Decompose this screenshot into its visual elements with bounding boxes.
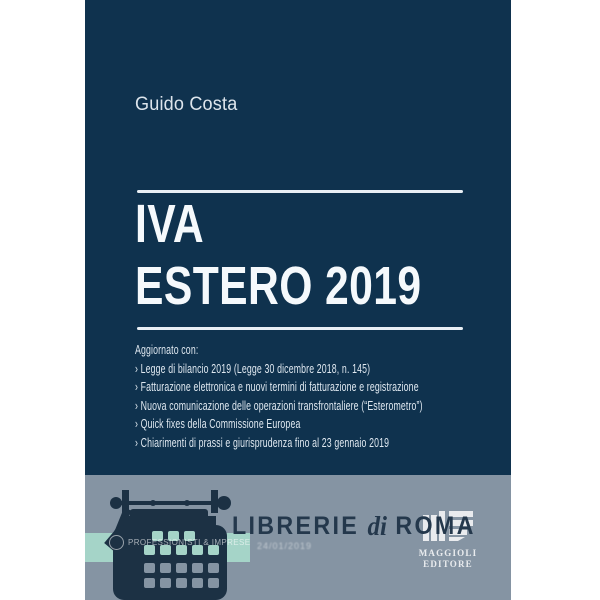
update-item: › Nuova comunicazione delle operazioni transfrontaliere (“Esterometro”) xyxy=(135,398,423,413)
title-divider-bottom xyxy=(137,327,463,330)
update-item: › Fatturazione elettronica e nuovi termini di fatturazione e registrazione xyxy=(135,380,419,394)
update-item: › Quick fixes della Commissione Europea xyxy=(135,417,301,431)
updates-list xyxy=(135,341,423,452)
update-item: › Legge di bilancio 2019 (Legge 30 dicembre 2018, n. 145) xyxy=(135,361,371,376)
series-badge xyxy=(109,535,251,550)
series-label: PROFESSIONISTI & IMPRESE xyxy=(128,538,251,547)
series-circle-icon xyxy=(109,535,124,550)
publisher-name-line2: EDITORE xyxy=(423,559,473,569)
watermark-text-roma: ROMA xyxy=(395,511,476,540)
watermark-store-name xyxy=(232,511,476,541)
book-title xyxy=(135,193,422,317)
book-title-line2: ESTERO 2019 xyxy=(135,256,422,316)
update-item: › Chiarimenti di prassi e giurisprudenza fino al 23 gennaio 2019 xyxy=(135,435,390,450)
book-title-line1: IVA xyxy=(135,194,205,254)
watermark-text-di: di xyxy=(367,510,388,541)
updates-heading: Aggiornato con: xyxy=(135,343,199,357)
faint-stamp-text: 24/01/2019 xyxy=(257,541,313,551)
watermark-text-librerie: LIBRERIE xyxy=(232,511,360,540)
author-name: Guido Costa xyxy=(135,94,238,115)
publisher-name-line1: MAGGIOLI xyxy=(418,548,478,558)
watermark-band xyxy=(85,475,511,600)
